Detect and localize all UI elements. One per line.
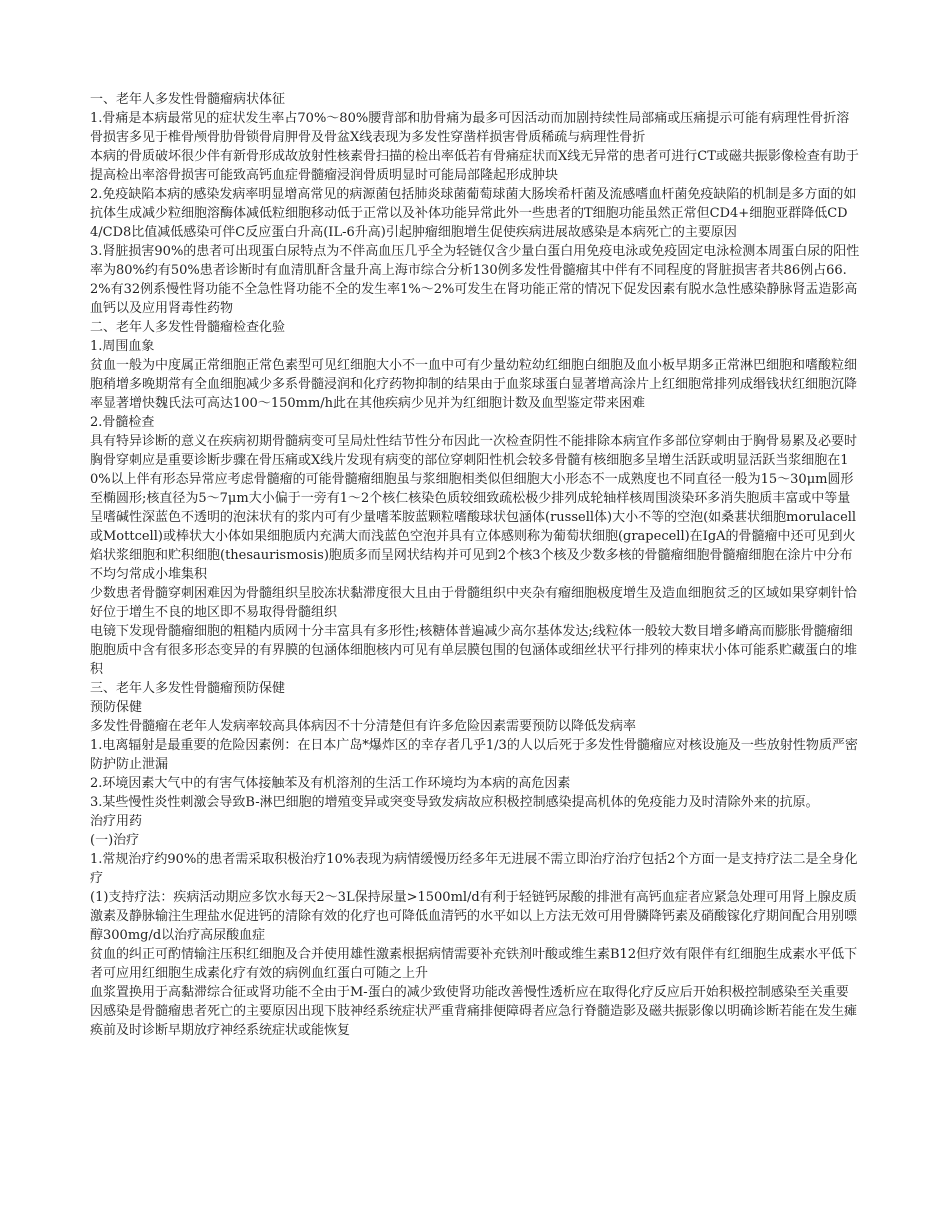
paragraph-anemia: 贫血一般为中度属正常细胞正常色素型可见红细胞大小不一血中可有少量幼粒幼红细胞白细胞及血小板早期多正常淋巴细胞和嗜酸粒细胞稍增多晚期常有全血细胞减少多系骨髓浸润和化疗药物抑制的结果由于血浆球蛋白显著增高涂片上红细胞常排列成缗钱状红细胞沉降率显著增快魏氏法可高达100～150mm/h此在其他疾病少见并为红细胞计数及血型鉴定带来困难 [90,358,858,411]
paragraph-kidney-damage: 3.肾脏损害90%的患者可出现蛋白尿特点为不伴高血压几乎全为轻链仅含少量白蛋白用免疫电泳或免疫固定电泳检测本周蛋白尿的阳性率为80%约有50%患者诊断时有血清肌酐含量升高上海市综合分析130例多发性骨髓瘤其中伴有不同程度的肾脏损害者共86例占66.2%有32例系慢性肾功能不全急性肾功能不全的发生率1%～2%可发生在肾功能正常的情况下促发因素有脱水急性感染静脉肾盂造影高血钙以及应用肾毒性药物 [90,244,860,316]
document-page [90,90,860,1040]
subheading-prevention: 预防保健 [90,700,143,715]
paragraph-radiation: 1.电离辐射是最重要的危险因素例：在日本广岛*爆炸区的幸存者几乎1/3的人以后死于多发性骨髓瘤应对核设施及一些放射性物质严密防护防止泄漏 [90,738,858,772]
paragraph-inflammation: 3.某些慢性炎性刺激会导致B-淋巴细胞的增殖变异或突变导致发病故应积极控制感染提高机体的免疫能力及时清除外来的抗原。 [90,795,819,810]
paragraph-bone-pain: 1.骨痛是本病最常见的症状发生率占70%～80%腰背部和肋骨痛为最多可因活动而加剧持续性局部痛或压痛提示可能有病理性骨折溶骨损害多见于椎骨颅骨肋骨锁骨肩胛骨及骨盆X线表现为多发性穿凿样损害骨质稀疏与病理性骨折 [90,111,850,145]
paragraph-environment: 2.环境因素大气中的有害气体接触苯及有机溶剂的生活工作环境均为本病的高危因素 [90,776,571,791]
section-heading-prevention: 三、老年人多发性骨髓瘤预防保健 [90,681,286,696]
paragraph-immune-deficiency: 2.免疫缺陷本病的感染发病率明显增高常见的病源菌包括肺炎球菌葡萄球菌大肠埃希杆菌及流感嗜血杆菌免疫缺陷的机制是多方面的如抗体生成减少粒细胞溶酶体减低粒细胞移动低于正常以及补体功能异常此外一些患者的T细胞功能虽然正常但CD4+细胞亚群降低CD4/CD8比值减低感染可伴C反应蛋白升高(IL-6升高)引起肿瘤细胞增生促使疾病进展故感染是本病死亡的主要原因 [90,187,857,240]
subheading-treatment-drugs: 治疗用药 [90,814,143,829]
paragraph-plasma-exchange: 血浆置换用于高黏滞综合征或肾功能不全由于M-蛋白的减少致使肾功能改善慢性透析应在取得化疗反应后开始积极控制感染至关重要因感染是骨髓瘤患者死亡的主要原因出现下肢神经系统症状严重背痛排便障碍者应急行脊髓造影及磁共振影像以明确诊断若能在发生瘫痪前及时诊断早期放疗神经系统症状或能恢复 [90,985,858,1038]
subheading-bone-marrow: 2.骨髓检查 [90,415,155,430]
paragraph-supportive-therapy: (1)支持疗法：疾病活动期应多饮水每天2～3L保持尿量>1500ml/d有利于轻链钙尿酸的排泄有高钙血症者应紧急处理可用肾上腺皮质激素及静脉输注生理盐水促进钙的清除有效的化疗也可降低血清钙的水平如以上方法无效可用骨膦降钙素及硝酸镓化疗期间配合用别嘌醇300mg/d以治疗高尿酸血症 [90,890,858,943]
paragraph-routine-treatment: 1.常规治疗约90%的患者需采取积极治疗10%表现为病情缓慢历经多年无进展不需立即治疗治疗包括2个方面一是支持疗法二是全身化疗 [90,852,858,886]
paragraph-prevention-intro: 多发性骨髓瘤在老年人发病率较高具体病因不十分清楚但有许多危险因素需要预防以降低发病率 [90,719,637,734]
section-heading-examination: 二、老年人多发性骨髓瘤检查化验 [90,320,286,335]
paragraph-puncture-difficulty: 少数患者骨髓穿刺困难因为骨髓组织呈胶冻状黏滞度很大且由于骨髓组织中夹杂有瘤细胞极度增生及造血细胞贫乏的区域如果穿刺针恰好位于增生不良的地区即不易取得骨髓组织 [90,586,858,620]
paragraph-bone-marrow-diagnosis: 具有特异诊断的意义在疾病初期骨髓病变可呈局灶性结节性分布因此一次检查阴性不能排除本病宜作多部位穿刺由于胸骨易累及必要时胸骨穿刺应是重要诊断步骤在骨压痛或X线片发现有病变的部位穿刺阳性机会较多骨髓有核细胞多呈增生活跃或明显活跃当浆细胞在10%以上伴有形态异常应考虑骨髓瘤的可能骨髓瘤细胞虽与浆细胞相类似但细胞大小形态不一成熟度也不同直径一般为15～30μm圆形至椭圆形;核直径为5～7μm大小偏于一旁有1～2个核仁核染色质较细致疏松极少排列成轮轴样核周围淡染环多消失胞质丰富或中等量呈嗜碱性深蓝色不透明的泡沫状有的浆内可有少量嗜苯胺蓝颗粒嗜酸球状包涵体(russell体)大小不等的空泡(如桑葚状细胞morulacell或Mottcell)或棒状大小体如果细胞质内充满大而浅蓝色空泡并具有立体感则称为葡萄状细胞(grapecell)在IgA的骨髓瘤中还可见到火焰状浆细胞和贮积细胞(thesaurismosis)胞质多而呈网状结构并可见到2个核3个核及少数多核的骨髓瘤细胞骨髓瘤细胞在涂片中分布不均匀常成小堆集积 [90,434,858,582]
paragraph-bone-destruction: 本病的骨质破坏很少伴有新骨形成故放射性核素骨扫描的检出率低若有骨痛症状而X线无异常的患者可进行CT或磁共振影像检查有助于提高检出率溶骨损害可能致高钙血症骨髓瘤浸润骨质明显时可能局部隆起形成肿块 [90,149,859,183]
subheading-peripheral-blood: 1.周围血象 [90,339,155,354]
subheading-treatment: (一)治疗 [90,833,140,848]
paragraph-anemia-correction: 贫血的纠正可酌情输注压积红细胞及合并使用雄性激素根据病情需要补充铁剂叶酸或维生素B12但疗效有限伴有红细胞生成素水平低下者可应用红细胞生成素化疗有效的病例血红蛋白可随之上升 [90,947,858,981]
paragraph-electron-microscope: 电镜下发现骨髓瘤细胞的粗糙内质网十分丰富具有多形性;核糖体普遍减少高尔基体发达;线粒体一般较大数目增多嵴高而膨胀骨髓瘤细胞胞质中含有很多形态变异的有界膜的包涵体细胞核内可见有单层膜包围的包涵体或细丝状平行排列的棒束状小体可能系贮藏蛋白的堆积 [90,624,858,677]
section-heading-symptoms: 一、老年人多发性骨髓瘤病状体征 [90,92,286,107]
